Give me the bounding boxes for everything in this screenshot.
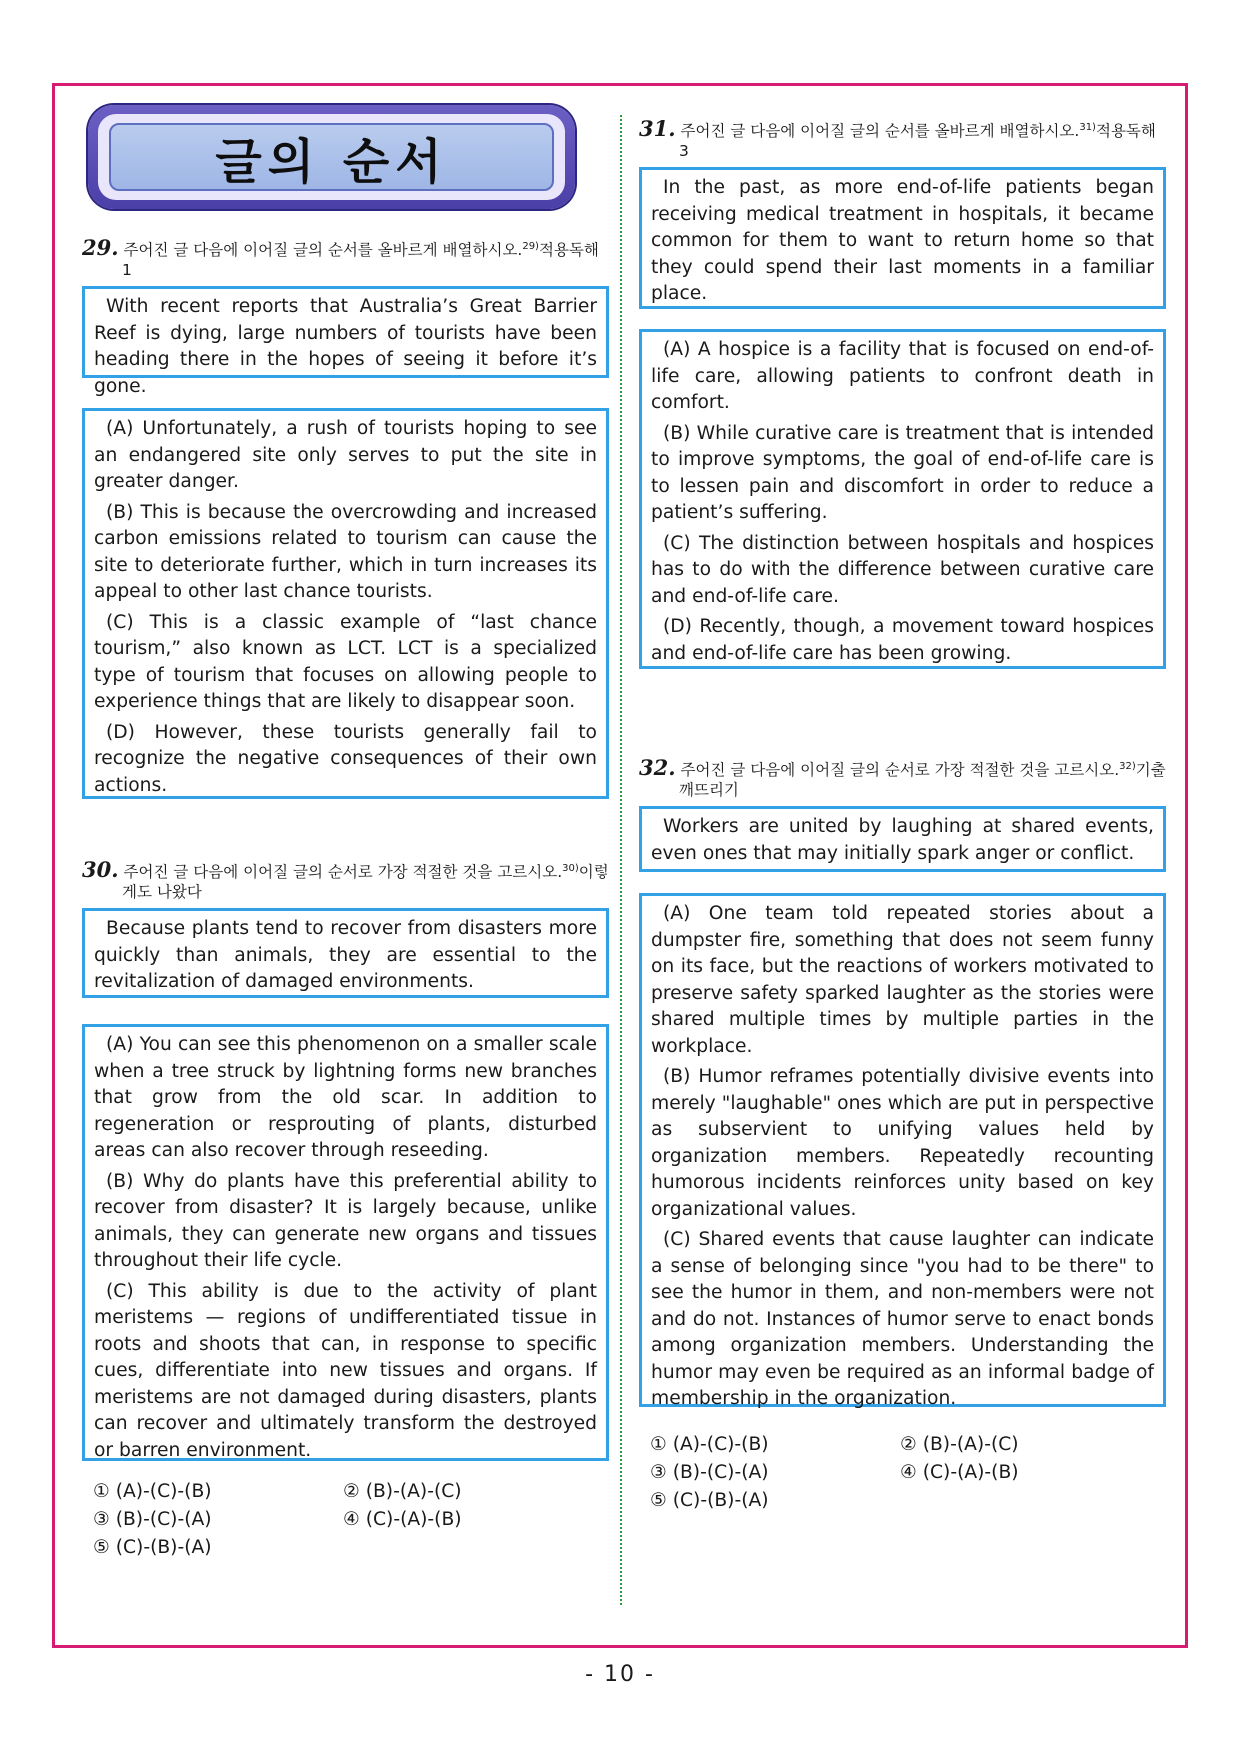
question-32-given-box xyxy=(639,806,1166,872)
question-30-given-box xyxy=(82,908,609,998)
footnote-ref: 32) xyxy=(1119,761,1136,773)
question-number: 31. xyxy=(639,116,676,142)
choice-1[interactable]: ① (A)-(C)-(B) xyxy=(93,1481,212,1503)
question-32-choices xyxy=(639,1432,1166,1514)
question-tag: 적용독해 1 xyxy=(122,241,599,280)
given-text: With recent reports that Australia’s Great Barrier Reef is dying, large numbers of tourists have been heading there in the hopes of seeing it before it’s gone. xyxy=(94,296,597,397)
paragraph-a: (A) One team told repeated stories about a dumpster fire, something that does not seem funny on its face, but the reactions of workers motivated to preserve safety sparked laughter as the stories were shared multiple times by multiple parties in the workplace. xyxy=(651,903,1154,1057)
question-tag: 이렇게도 나왔다 xyxy=(122,863,609,902)
paragraph-b: (B) Why do plants have this preferential ability to recover from disaster? It is largely because, unlike animals, they can generate new organs and tissues throughout their life cycle. xyxy=(94,1170,597,1272)
question-31-paragraphs-box xyxy=(639,329,1166,669)
question-prompt: 주어진 글 다음에 이어질 글의 순서를 올바르게 배열하시오. xyxy=(123,241,523,260)
paragraph-b: (B) This is because the overcrowding and increased carbon emissions related to tourism can cause the site to deteriorate further, which in turn increases its appeal to other last chance tourists. xyxy=(94,501,597,603)
paragraph-a: (A) Unfortunately, a rush of tourists hoping to see an endangered site only serves to put the site in greater danger. xyxy=(94,418,597,493)
paragraph-c: (C) This ability is due to the activity of plant meristems — regions of undifferentiated tissue in roots and shoots that can, in response to specific cues, differentiate into new tissues and organs. If meristems are not damaged during disasters, plants can recover and ultimately transform the destroyed or barren environment. xyxy=(94,1280,597,1461)
paragraph-b: (B) Humor reframes potentially divisive events into merely "laughable" ones which are put in perspective as subservient to unifying values held by organization members. Repeatedly recounting humorous incidents reinforces unity based on key organizational values. xyxy=(651,1066,1154,1220)
footnote-ref: 31) xyxy=(1079,122,1096,133)
choice-2[interactable]: ② (B)-(A)-(C) xyxy=(900,1434,1019,1456)
question-prompt: 주어진 글 다음에 이어질 글의 순서로 가장 적절한 것을 고르시오. xyxy=(123,863,563,882)
question-29-paragraphs-box xyxy=(82,408,609,799)
choice-5[interactable]: ⑤ (C)-(B)-(A) xyxy=(650,1490,769,1512)
footnote-ref: 30) xyxy=(562,863,579,875)
choice-4[interactable]: ④ (C)-(A)-(B) xyxy=(343,1509,462,1531)
question-tag: 적용독해 3 xyxy=(679,122,1156,161)
paragraph-c: (C) Shared events that cause laughter can indicate a sense of belonging since "you had to be there" to see the humor in them, and non-members were not and do not. Instances of humor serve to enact bonds among organization members. Understanding the humor may even be required as an informal badge of membership in the organization. xyxy=(651,1229,1154,1410)
question-32-paragraphs-box xyxy=(639,893,1166,1410)
right-column xyxy=(639,118,1166,1514)
question-32-header xyxy=(639,757,1166,800)
page-number: - 10 - xyxy=(585,1662,655,1687)
left-column xyxy=(82,105,609,1561)
choice-4[interactable]: ④ (C)-(A)-(B) xyxy=(900,1462,1019,1484)
choice-3[interactable]: ③ (B)-(C)-(A) xyxy=(93,1509,212,1531)
paragraph-d: (D) However, these tourists generally fail to recognize the negative consequences of their own actions. xyxy=(94,721,597,796)
paragraph-a: (A) A hospice is a facility that is focused on end-of-life care, allowing patients to confront death in comfort. xyxy=(651,339,1154,414)
question-prompt: 주어진 글 다음에 이어질 글의 순서를 올바르게 배열하시오. xyxy=(680,122,1080,141)
given-text: In the past, as more end-of-life patients began receiving medical treatment in hospitals, it became common for them to want to return home so that they could spend their last moments in a familiar place. xyxy=(651,177,1154,305)
question-30-paragraphs-box xyxy=(82,1024,609,1461)
choice-5[interactable]: ⑤ (C)-(B)-(A) xyxy=(93,1537,212,1559)
question-29-header xyxy=(82,237,609,280)
choice-2[interactable]: ② (B)-(A)-(C) xyxy=(343,1481,462,1503)
question-29-given-box xyxy=(82,286,609,397)
question-number: 29. xyxy=(82,235,119,261)
choice-3[interactable]: ③ (B)-(C)-(A) xyxy=(650,1462,769,1484)
given-text: Because plants tend to recover from disasters more quickly than animals, they are essential to the revitalization of damaged environments. xyxy=(94,918,597,993)
question-number: 32. xyxy=(639,755,676,781)
section-title-badge xyxy=(88,105,575,209)
choice-1[interactable]: ① (A)-(C)-(B) xyxy=(650,1434,769,1456)
question-31-header xyxy=(639,118,1166,161)
paragraph-b: (B) While curative care is treatment that is intended to improve symptoms, the goal of end-of-life care is to lessen pain and discomfort in order to reduce a patient’s suffering. xyxy=(651,422,1154,524)
question-prompt: 주어진 글 다음에 이어질 글의 순서로 가장 적절한 것을 고르시오. xyxy=(680,761,1120,780)
paragraph-a: (A) You can see this phenomenon on a smaller scale when a tree struck by lightning forms new branches that grow from the old scar. In addition to regeneration or resprouting of plants, disturbed areas can also recover through reseeding. xyxy=(94,1034,597,1162)
question-30-header xyxy=(82,859,609,902)
column-divider xyxy=(620,115,622,1605)
paragraph-c: (C) This is a classic example of “last chance tourism,” also known as LCT. LCT is a specialized type of tourism that focuses on allowing people to experience things that are likely to disappear soon. xyxy=(94,611,597,713)
given-text: Workers are united by laughing at shared events, even ones that may initially spark anger or conflict. xyxy=(651,816,1154,864)
question-30-choices xyxy=(82,1479,609,1561)
paragraph-c: (C) The distinction between hospitals and hospices has to do with the difference between curative care and end-of-life care. xyxy=(651,532,1154,607)
question-tag: 기출 깨뜨리기 xyxy=(679,761,1166,800)
question-number: 30. xyxy=(82,857,119,883)
footnote-ref: 29) xyxy=(522,241,539,252)
question-31-given-box xyxy=(639,167,1166,309)
paragraph-d: (D) Recently, though, a movement toward hospices and end-of-life care has been growing. xyxy=(651,616,1154,664)
section-title: 글의 순서 xyxy=(215,133,448,190)
